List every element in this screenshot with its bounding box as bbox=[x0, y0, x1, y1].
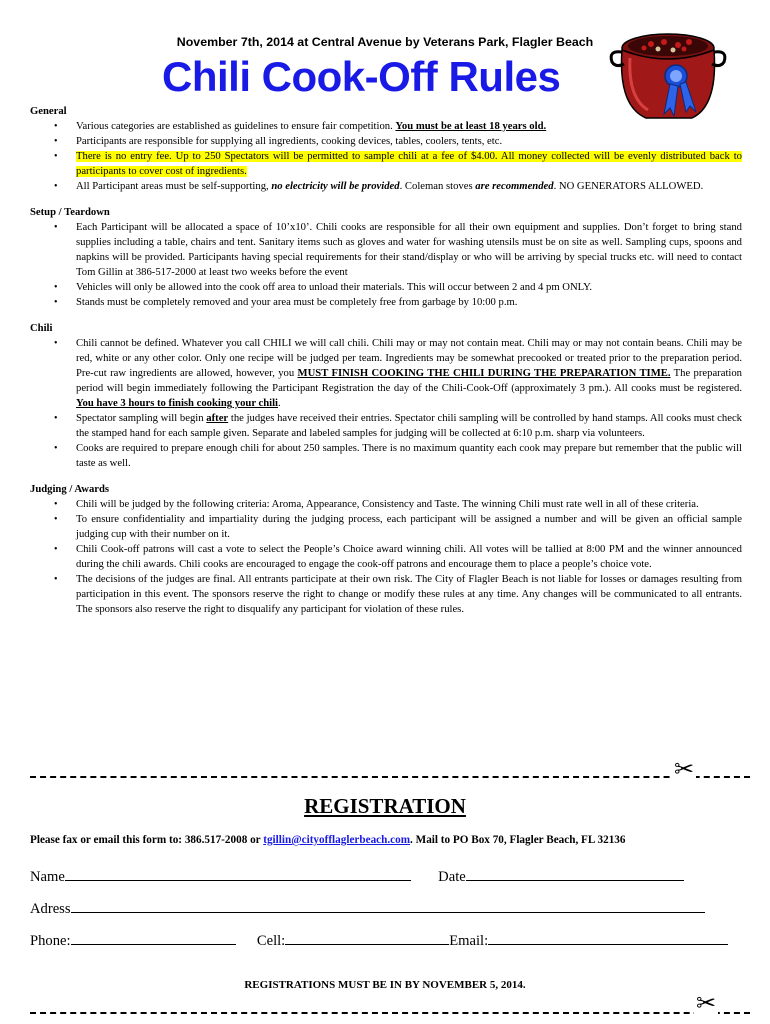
section-heading-general: General bbox=[30, 106, 67, 117]
email-link[interactable]: tgillin@cityofflaglerbeach.com bbox=[263, 834, 411, 846]
cut-line bbox=[30, 1012, 750, 1014]
list-item: • Stands must be completely removed and your area must be completely free from garbage by 10:00 p.m. bbox=[54, 297, 518, 308]
bullet-icon: • bbox=[54, 151, 58, 162]
highlighted-text: There is no entry fee. Up to 250 Spectators will be permitted to sample chili at a fee of $4.00. All money collected will be evenly distributed back to participants to cover cost of ingredients. bbox=[76, 151, 742, 177]
list-item: • Chili will be judged by the following criteria: Aroma, Appearance, Consistency and Taste. The winning Chili must rate well in all of these criteria. bbox=[54, 499, 699, 510]
bullet-icon: • bbox=[54, 499, 58, 510]
cell-label: Cell: bbox=[256, 933, 286, 949]
list-item-highlighted bbox=[30, 149, 742, 179]
list-item: • All Participant areas must be self-supporting, no electricity will be provided. Coleman stoves are recommended. NO GENERATORS ALLOWED. bbox=[54, 181, 704, 192]
form-row-contact bbox=[30, 932, 728, 950]
section-heading-chili: Chili bbox=[30, 323, 53, 334]
bullet-icon: • bbox=[54, 282, 58, 293]
fax-instructions: Please fax or email this form to: 386.517-2008 or tgillin@cityofflaglerbeach.com. Mail to PO Box 70, Flagler Beach, FL 32136 bbox=[30, 834, 626, 846]
cut-line bbox=[30, 776, 750, 778]
phone-field[interactable] bbox=[71, 932, 236, 945]
date-field[interactable] bbox=[466, 868, 684, 881]
chili-list bbox=[30, 336, 742, 471]
bullet-icon: • bbox=[54, 297, 58, 308]
judging-list bbox=[30, 497, 742, 617]
email-label: Email: bbox=[449, 933, 489, 949]
page-title: Chili Cook-Off Rules bbox=[162, 53, 561, 100]
section-heading-setup: Setup / Teardown bbox=[30, 207, 110, 218]
scissors-icon: ✂ bbox=[696, 991, 717, 1017]
bullet-icon: • bbox=[54, 574, 58, 585]
bullet-icon: • bbox=[54, 338, 58, 349]
bullet-icon: • bbox=[54, 136, 58, 147]
list-item: • Chili Cook-off patrons will cast a vote to select the People’s Choice award winning chili. All votes will be tallied at 8:00 PM and the winner announced during the chili awards. Chili cooks are encouraged to engage the cook-off patrons and encourage them to place a people’s choice vote. bbox=[54, 544, 742, 570]
name-field[interactable] bbox=[65, 868, 411, 881]
date-label: Date bbox=[438, 869, 466, 885]
name-label: Name bbox=[30, 869, 65, 885]
address-label: Adress bbox=[30, 901, 71, 917]
bullet-icon: • bbox=[54, 181, 58, 192]
list-item: • Vehicles will only be allowed into the cook off area to unload their materials. This will occur between 2 and 4 pm ONLY. bbox=[54, 282, 593, 293]
list-item: • Chili cannot be defined. Whatever you call CHILI we will call chili. Chili may or may not contain meat. Chili may or may not contain beans. Chili may be red, white or any other color. Only one recipe will be judged per team. Ingredients may be somewhat precooked or treated prior to the preparation period. Pre-cut raw ingredients are allowed, however, you MUST FINISH COOKING THE CHILI DURING THE PREPARATION TIME. The preparation period will begin immediately following the Participant Registration the day of the Chili-Cook-Off (approximately 3 pm.). All cooks must be registered. You have 3 hours to finish cooking your chili. bbox=[54, 338, 742, 409]
address-field[interactable] bbox=[71, 900, 705, 913]
bullet-icon: • bbox=[54, 413, 58, 424]
form-row-name bbox=[30, 868, 684, 886]
registration-title: REGISTRATION bbox=[304, 794, 466, 818]
event-subtitle: November 7th, 2014 at Central Avenue by Veterans Park, Flagler Beach bbox=[176, 35, 594, 49]
bullet-icon: • bbox=[54, 222, 58, 233]
list-item: • Participants are responsible for supplying all ingredients, cooking devices, tables, coolers, tents, etc. bbox=[54, 136, 503, 147]
bullet-icon: • bbox=[54, 121, 58, 132]
list-item: • Various categories are established as guidelines to ensure fair competition. You must be at least 18 years old. bbox=[54, 121, 547, 132]
bullet-icon: • bbox=[54, 443, 58, 454]
list-item: • Spectator sampling will begin after the judges have received their entries. Spectator chili sampling will be controlled by hand stamps. All cooks must check the stamped hand for each sample given. Separate and labeled samples for judging will be collected at 6:10 p.m. sharp via volunteers. bbox=[54, 413, 742, 439]
setup-list bbox=[30, 220, 742, 310]
section-heading-judging: Judging / Awards bbox=[30, 484, 110, 495]
registration-deadline: REGISTRATIONS MUST BE IN BY NOVEMBER 5, 2014. bbox=[244, 979, 526, 991]
phone-label: Phone: bbox=[30, 933, 71, 949]
list-item: • Cooks are required to prepare enough chili for about 250 samples. There is no maximum quantity each cook may prepare but remember that the public will taste as well. bbox=[54, 443, 742, 469]
bullet-icon: • bbox=[54, 514, 58, 525]
form-row-address bbox=[30, 900, 705, 918]
rules-content bbox=[30, 104, 742, 617]
scissors-icon: ✂ bbox=[674, 757, 695, 783]
general-list bbox=[30, 119, 742, 194]
list-item: • Each Participant will be allocated a space of 10’x10’. Chili cooks are responsible for all their own equipment and supplies. Don’t forget to bring stand supplies including a table, chairs and tent. Sanitary items such as gloves and water for washing utensils must be on site as well. Sampling cups, spoons and napkins will be provided. Participants having special requirements for their stand/display or who will be arriving by special trucks etc. will need to contact Tom Gillin at 386-517-2000 at least two weeks before the event bbox=[54, 222, 742, 278]
list-item: • To ensure confidentiality and impartiality during the judging process, each participant will be assigned a number and will be given an official sample judging cup with their number on it. bbox=[54, 514, 742, 540]
email-field[interactable] bbox=[488, 932, 728, 945]
bullet-icon: • bbox=[54, 544, 58, 555]
cell-field[interactable] bbox=[285, 932, 449, 945]
list-item: • The decisions of the judges are final. All entrants participate at their own risk. The City of Flagler Beach is not liable for losses or damages resulting from participation in this event. The sponsors reserve the right to change or modify these rules at any time. Any changes will be communicated to all entrants. The sponsors also reserve the right to disqualify any participant for violation of these rules. bbox=[54, 574, 742, 615]
